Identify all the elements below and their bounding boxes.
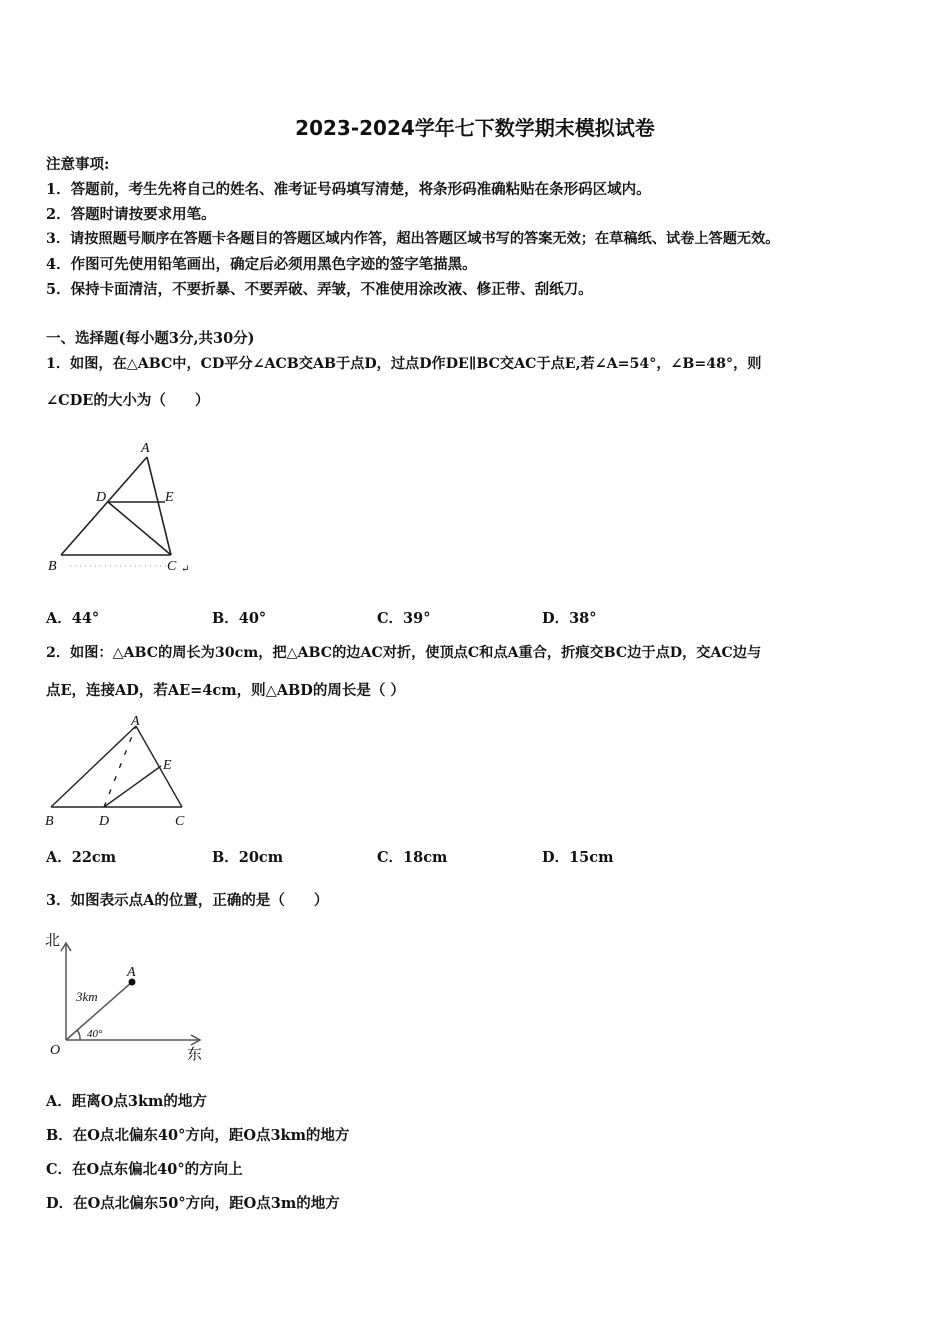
return-mark: ↵ — [181, 564, 190, 575]
side-ab — [51, 726, 136, 807]
label-c: C — [175, 814, 185, 829]
label-d: D — [99, 814, 110, 829]
question-2-option-c: C．18cm — [377, 849, 448, 866]
question-3-option-b: B．在O点北偏东40°方向，距O点3km的地方 — [46, 1127, 350, 1144]
point-label: A — [127, 965, 136, 980]
label-e: E — [165, 490, 174, 505]
question-3-option-c: C．在O点东偏北40°的方向上 — [46, 1161, 243, 1178]
question-2-figure — [40, 712, 200, 832]
distance-label: 3km — [76, 989, 98, 1004]
question-1-text: 1．如图，在△ABC中，CD平分∠ACB交AB于点D，过点D作DE∥BC交AC于点E,若∠A=54°，∠B=48°，则 — [46, 356, 762, 372]
angle-label: 40° — [87, 1028, 103, 1040]
notice-item: 2．答题时请按要求用笔。 — [46, 206, 216, 223]
section-heading: 一、选择题(每小题3分,共30分) — [46, 330, 255, 347]
angle-arc — [77, 1030, 80, 1040]
question-3-option-d: D．在O点北偏东50°方向，距O点3m的地方 — [46, 1195, 340, 1212]
question-2-text-cont: 点E，连接AD，若AE=4cm，则△ABD的周长是（ ） — [46, 682, 405, 699]
segment-cd — [108, 502, 171, 555]
question-1-text-cont: ∠CDE的大小为（ ） — [46, 392, 210, 409]
label-d: D — [96, 490, 107, 505]
notice-item: 5．保持卡面清洁，不要折暴、不要弄破、弄皱，不准使用涂改液、修正带、刮纸刀。 — [46, 281, 593, 298]
fold-line-de — [104, 766, 161, 807]
question-2-option-a: A．22cm — [46, 849, 117, 866]
east-label: 东 — [187, 1045, 203, 1063]
question-2-option-d: D．15cm — [542, 849, 614, 866]
label-e: E — [163, 758, 172, 773]
question-1-figure — [40, 435, 210, 580]
question-1-option-b: B．40° — [212, 610, 267, 627]
origin-label: O — [50, 1043, 61, 1058]
label-b: B — [48, 559, 57, 574]
question-1-option-d: D．38° — [542, 610, 597, 627]
side-ac — [147, 457, 171, 555]
question-3-option-a: A．距离O点3km的地方 — [46, 1093, 207, 1110]
side-ab — [61, 457, 147, 555]
label-a: A — [141, 441, 150, 456]
question-1-option-a: A．44° — [46, 610, 100, 627]
notice-item: 4．作图可先使用铅笔画出，确定后必须用黑色字迹的签字笔描黑。 — [46, 256, 477, 273]
question-2-text: 2．如图：△ABC的周长为30cm，把△ABC的边AC对折，使顶点C和点A重合，折痕交BC边于点D，交AC边与 — [46, 645, 762, 661]
label-c: C — [167, 559, 177, 574]
notice-item: 1．答题前，考生先将自己的姓名、准考证号码填写清楚，将条形码准确粘贴在条形码区域内。 — [46, 181, 651, 198]
label-b: B — [45, 814, 54, 829]
question-3-text: 3．如图表示点A的位置，正确的是（ ） — [46, 892, 329, 909]
north-label: 北 — [45, 931, 61, 949]
notice-item: 3．请按照题号顺序在答题卡各题目的答题区域内作答，超出答题区域书写的答案无效；在草稿纸、试卷上答题无效。 — [46, 231, 780, 247]
question-1-option-c: C．39° — [377, 610, 431, 627]
question-3-figure — [40, 925, 215, 1065]
notice-heading: 注意事项: — [46, 156, 110, 173]
question-2-option-b: B．20cm — [212, 849, 284, 866]
side-ac — [136, 726, 182, 807]
page-title: 2023-2024学年七下数学期末模拟试卷 — [295, 116, 655, 140]
label-a: A — [131, 714, 140, 729]
